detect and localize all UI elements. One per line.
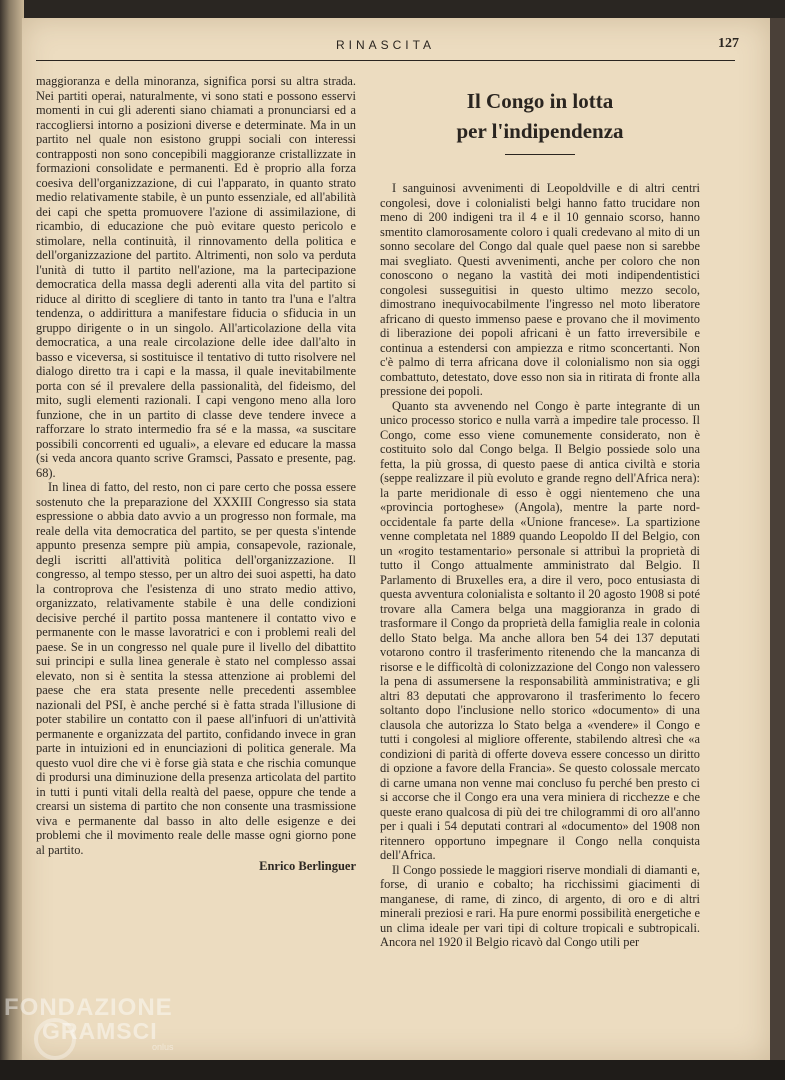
scan-right-edge xyxy=(770,18,785,1060)
left-paragraph-2: In linea di fatto, del resto, non ci pare certo che possa essere sostenuto che la preparazione del XXXIII Congresso sia stata espressione o abbia dato avvio a un progresso non formale, ma reale della vita democratica del partito, se per questa s'intende appunto presenza sempre più ampia, consapevole, razionale, degli iscritti all'attività politica dell'organizzazione. Il congresso, al tempo stesso, per un altro dei suoi aspetti, ha dato la controprova che l'esistenza di uno strato medio attivo, organizzato, relativamente stabile è una delle condizioni decisive perché il partito possa mantenere il contatto vivo e permanente con le masse lavoratrici e con i problemi reali del paese. Se in un congresso nel quale pure il livello del dibattito sui principi e sulla linea generale è stato nel complesso assai elevato, non si è sentita la stessa attenzione ai problemi del paese che era stata presente nelle precedenti assemblee nazionali del PSI, è anche perché si è fatta strada l'illusione di poter stabilire un contatto con il paese all'infuori di un'attività permanente e organizzata del partito, confidando invece in gran parte in intuizioni ed in enunciazioni di politica generale. Ma questo vuol dire che vi è forse già stata e che rischia comunque di prodursi una diminuzione della presenza articolata del partito in tutti i punti vitali della realtà del paese, oppure che tende a crearsi un sistema di partito che non consente una trasmissione viva e permanente dal basso in alto delle esigenze e dei problemi che il movimento reale delle masse ogni giorno pone al partito. xyxy=(36,480,356,857)
scan-bottom-edge xyxy=(0,1060,785,1080)
article-paragraph-2: Quanto sta avvenendo nel Congo è parte integrante di un unico processo storico e nulla varrà a impedire tale processo. Il Congo, come esso viene comunemente considerato, non è costituito solo dal Congo belga. Il Belgio possiede solo una fetta, la più grossa, di questo paese di antica civiltà e storia (seppe realizzare il più evoluto e grande regno dell'Africa nera): la parte meridionale di esso è oggi nientemeno che una «provincia portoghese» (Angola), mentre la parte nord-occidentale fa parte della «Unione francese». La spartizione venne completata nel 1889 quando Leopoldo II del Belgio, con un «rogito testamentario» personale si attribuì la proprietà di tutto il Congo attualmente amministrato dal Belgio. Il Parlamento di Bruxelles era, a dire il vero, poco entusiasta di questa avventura colonialista e soltanto il 20 agosto 1908 si poté trovare alla Camera belga una maggioranza in grado di trasformare il Congo da proprietà della famiglia reale in colonia dello Stato belga. Ma anche allora ben 54 dei 137 deputati votarono contro il trasferimento ritenendo che la mancanza di risorse e le difficoltà di colonizzazione del Congo non valessero la pena di assumersene la responsabilità amministrativa; e gli altri 83 deputati che approvarono il trasferimento lo fecero soltanto dopo l'inclusione nello storico «documento» di una clausola che autorizza lo Stato belga a «vendere» il Congo e tutti i congolesi al migliore offerente, stabilendo altresì che «a condizioni di parità di offerte doveva essere concesso un diritto di opzione a favore della Francia». Se questo colossale mercato di carne umana non venne mai concluso fu perché ben presto ci si accorse che il Congo era una vera miniera di ricchezze e che queste erano qualcosa di più dei tre chilogrammi di oro all'anno per i quali i 54 deputati contrari al «documento» del 1908 non ritennero opportuno impegnare il Congo nella conquista dell'Africa. xyxy=(380,398,700,862)
watermark-line-3: onlus xyxy=(152,1042,174,1052)
article-paragraph-3: Il Congo possiede le maggiori riserve mondiali di diamanti e, forse, di uranio e cobalto; ha ricchissimi giacimenti di manganese, di rame, di zinco, di argento, di oro e di altri minerali preziosi e rari. Ha pure enormi possibilità energetiche e un clima ideale per vari tipi di colture tropicali e subtropicali. Ancora nel 1920 il Belgio ricavò dal Congo utili per xyxy=(380,862,700,949)
watermark-line-1: FONDAZIONE xyxy=(4,994,173,1021)
article-paragraph-1: I sanguinosi avvenimenti di Leopoldville e di altri centri congolesi, dove i colonialisti belgi hanno fatto trucidare non meno di 200 indigeni tra il 4 e il 10 gennaio scorso, hanno smentito clamorosamente coloro i quali credevano al mito di un sonno secolare del Congo dal quale quel paese non si sarebbe mai svegliato. Questi avvenimenti, anche per coloro che non conoscono o negano la vastità dei moti indipendentistici congolesi susseguitisi in questo ultimo mezzo secolo, dimostrano inequivocabilmente l'ingresso nel moto liberatore africano di questo immenso paese e provano che il movimento di liberazione dei popoli africani è un fatto irreversibile e continua a estendersi con ampiezza e ritmo sconcertanti. Non c'è palmo di terra africana dove il colonialismo non sia oggi combattuto, detestato, dove esso non sia in ritirata di fronte alla pressione dei popoli. xyxy=(380,181,700,398)
article-title-line-2: per l'indipendenza xyxy=(456,119,624,143)
left-column xyxy=(36,74,356,1014)
article-title-line-1: Il Congo in lotta xyxy=(466,89,614,113)
scan-binding-edge xyxy=(0,0,24,1080)
page-number: 127 xyxy=(718,36,739,51)
running-title: RINASCITA xyxy=(335,38,436,52)
title-divider xyxy=(505,154,575,155)
author-signature: Enrico Berlinguer xyxy=(259,859,356,873)
watermark-line-2: GRAMSCI xyxy=(42,1018,158,1044)
left-paragraph-1: maggioranza e della minoranza, significa porsi su altra strada. Nei partiti operai, naturalmente, vi sono stati e possono esservi momenti in cui gli aderenti siano chiamati a pronunciarsi ed a raccogliersi intorno a posizioni diverse e determinate. Ma in un partito nel quale non esistono gruppi sociali con interessi contrapposti non sono concepibili maggioranze cristallizzate in formazioni consolidate e permanenti. Ed è proprio alla forza coesiva dell'organizzazione, di cui l'apparato, in quanto strato medio relativamente stabile, è un punto essenziale, ed all'abilità dei capi che spetta promuovere l'azione di assimilazione, di ricambio, di educazione che può evitare questo pericolo e stimolare, nella continuità, il rinnovamento della politica e dell'organizzazione del partito. Altrimenti, non solo va perduta l'unità di tutto il partito nell'azione, ma la partecipazione democratica della massa degli aderenti alla vita del partito si riduce al diritto di scegliere di tanto in tanto tra l'una e l'altra tendenza, o addirittura a manifestare fiducia o sfiducia in un gruppo dirigente o in un singolo. All'articolazione della vita democratica, a una reale circolazione delle idee dall'alto in basso e viceversa, si sostituisce il tentativo di tutto risolvere nel dialogo diretto tra i capi e la massa, il quale inevitabilmente porta con sé il prevalere della passionalità, del fideismo, del mito, sugli elementi razionali. I capi vengono meno alla loro funzione, che in un partito di classe deve tendere invece a rafforzare lo strato intermedio fra sé e la massa, «a suscitare possibili concorrenti ed uguali», a elevare ed educare la massa (si veda ancora quanto scrive Gramsci, Passato e presente, pag. 68). xyxy=(36,74,356,480)
fondazione-gramsci-watermark xyxy=(4,994,194,1056)
article-title xyxy=(380,86,700,146)
right-column xyxy=(380,74,700,1014)
page-header xyxy=(36,34,739,61)
